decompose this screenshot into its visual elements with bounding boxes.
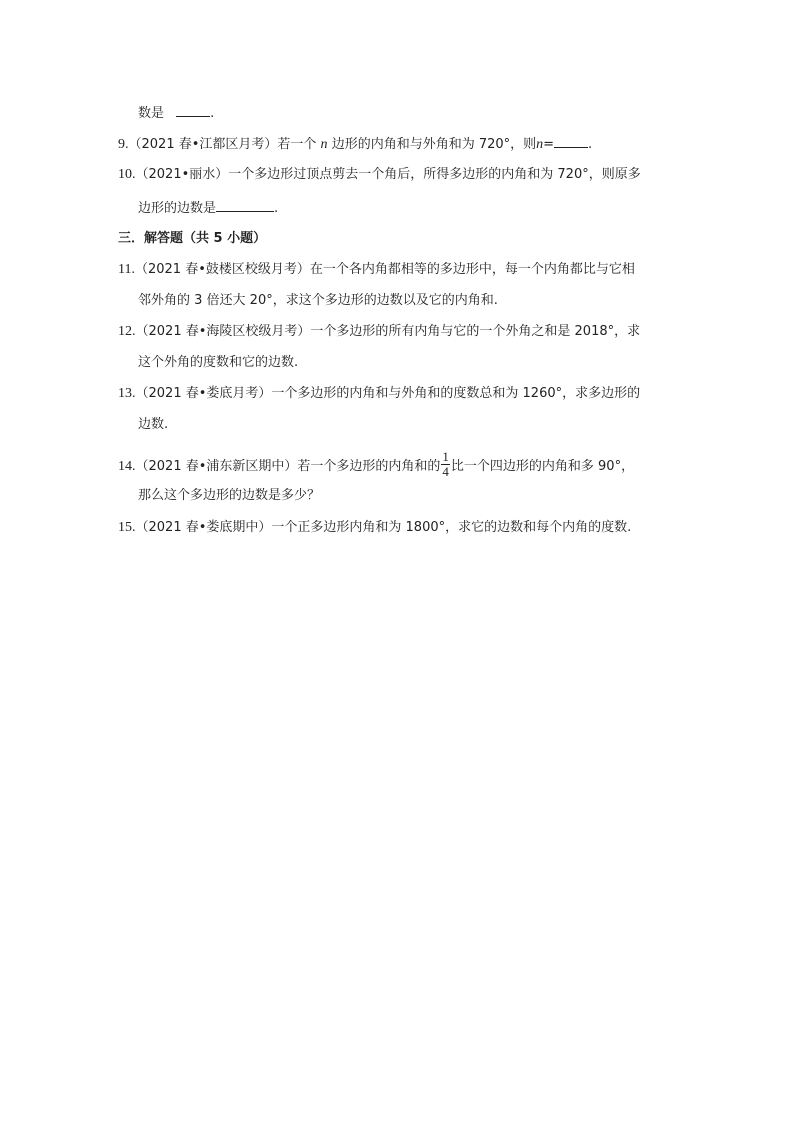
- q14-fraction-numerator: 1: [442, 449, 449, 464]
- q15-number: 15.: [118, 520, 136, 535]
- q9-end: .: [588, 137, 593, 152]
- q10-end: .: [274, 201, 279, 216]
- question-10-line-2: [138, 197, 278, 219]
- q10-line-2: 边形的边数是: [138, 201, 217, 216]
- q12-number: 12.: [118, 324, 136, 339]
- q14-fraction-denominator: 4: [442, 464, 449, 479]
- question-14-line-1: [118, 449, 635, 481]
- question-9: [118, 133, 592, 155]
- q10-answer-blank[interactable]: [216, 197, 274, 212]
- q12-line-1: 一个多边形的所有内角与它的一个外角之和是 2018°，求: [310, 324, 641, 339]
- q14-fraction: [441, 450, 450, 479]
- q13-line-2: 边数.: [138, 417, 169, 432]
- q10-line-1: 一个多边形过顶点剪去一个角后，所得多边形的内角和为 720°，则原多: [228, 167, 641, 182]
- q8-text: 数是: [138, 106, 165, 121]
- q10-number: 10.: [118, 167, 136, 182]
- q8-end: .: [210, 106, 215, 121]
- question-12-line-1: [118, 322, 640, 342]
- q12-source: （2021 春•海陵区校级月考）: [135, 324, 311, 339]
- q11-number: 11.: [118, 262, 135, 277]
- q9-variable: n: [320, 137, 328, 152]
- question-11-line-2: [138, 291, 498, 311]
- q13-line-1: 一个多边形的内角和与外角和的度数总和为 1260°，求多边形的: [271, 386, 641, 401]
- q11-line-1: 在一个各内角都相等的多边形中，每一个内角都比与它相: [309, 262, 635, 277]
- q9-equals: =: [543, 137, 555, 152]
- q12-line-2: 这个外角的度数和它的边数.: [138, 355, 299, 370]
- q9-text-a: 若一个: [277, 137, 317, 152]
- q9-answer-blank[interactable]: [554, 133, 588, 148]
- q14-source: （2021 春•浦东新区期中）: [135, 459, 298, 474]
- question-12-line-2: [138, 353, 298, 373]
- q10-source: （2021•丽水）: [135, 167, 229, 182]
- q9-number: 9.: [118, 137, 129, 152]
- q11-line-2: 邻外角的 3 倍还大 20°，求这个多边形的边数以及它的内角和.: [138, 293, 498, 308]
- section-3-title: 三．解答题（共 5 小题）: [118, 231, 267, 246]
- q15-text: 一个正多边形内角和为 1800°，求它的边数和每个内角的度数.: [271, 520, 632, 535]
- q9-text-b: 边形的内角和与外角和为 720°，则: [331, 137, 537, 152]
- question-13-line-2: [138, 415, 168, 435]
- q14-number: 14.: [118, 459, 136, 474]
- q11-source: （2021 春•鼓楼区校级月考）: [134, 262, 310, 277]
- q15-source: （2021 春•娄底期中）: [135, 520, 272, 535]
- q14-line-1b: 比一个四边形的内角和多 90°，: [450, 459, 635, 474]
- q14-line-2: 那么这个多边形的边数是多少？: [138, 488, 321, 503]
- q8-answer-blank[interactable]: [176, 102, 210, 117]
- q13-number: 13.: [118, 386, 136, 401]
- q9-source: （2021 春•江都区月考）: [128, 137, 278, 152]
- question-15: [118, 518, 631, 538]
- q9-variable-2: n: [536, 137, 544, 152]
- question-13-line-1: [118, 384, 640, 404]
- question-11-line-1: [118, 260, 635, 280]
- question-14-line-2: [138, 486, 320, 506]
- q14-line-1a: 若一个多边形的内角和的: [297, 459, 441, 474]
- q8-continuation: [138, 102, 214, 124]
- question-10-line-1: [118, 165, 641, 185]
- q13-source: （2021 春•娄底月考）: [135, 386, 272, 401]
